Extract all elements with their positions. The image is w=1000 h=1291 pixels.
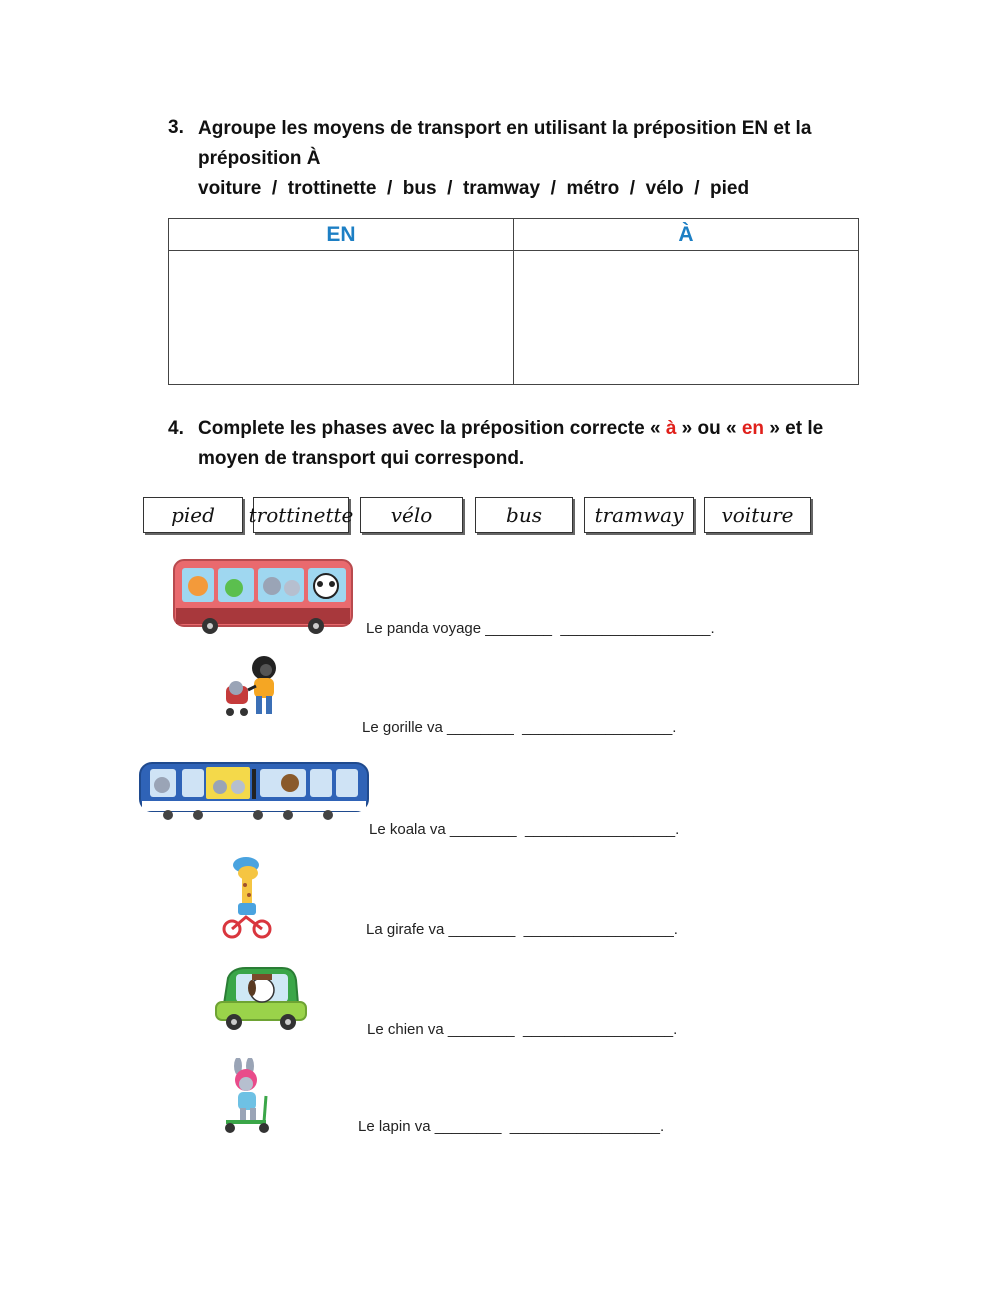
question-3-number: 3.	[168, 117, 184, 138]
word-card-velo[interactable]: vélo	[360, 497, 463, 533]
word-card-tramway[interactable]: tramway	[584, 497, 694, 533]
question-4-line2: moyen de transport qui correspond.	[198, 448, 525, 469]
answer-cell-en[interactable]	[169, 251, 514, 385]
q4-line1-part: » et le	[764, 418, 824, 439]
preposition-en: en	[741, 418, 765, 439]
word-card-voiture[interactable]: voiture	[704, 497, 811, 533]
sorting-table	[168, 218, 859, 385]
bus-illustration	[170, 556, 356, 636]
giraffe-bike-illustration	[218, 853, 274, 939]
q4-line1-part: » ou «	[676, 418, 742, 439]
question-3-word-list: voiture / trottinette / bus / tramway / métro / vélo / pied	[198, 178, 750, 199]
sentence-chien: Le chien va ________ __________________.	[367, 1021, 678, 1038]
sentence-lapin: Le lapin va ________ __________________.	[358, 1118, 665, 1135]
walking-gorilla-illustration	[220, 652, 282, 718]
dog-car-illustration	[212, 964, 308, 1034]
word-card-trottinette[interactable]: trottinette	[253, 497, 349, 533]
column-header-a: À	[514, 219, 859, 251]
question-3-line2: préposition À	[198, 148, 321, 169]
question-4-number: 4.	[168, 418, 184, 439]
preposition-a: à	[665, 418, 677, 439]
sentence-panda: Le panda voyage ________ __________________.	[366, 620, 715, 637]
rabbit-scooter-illustration	[216, 1058, 280, 1134]
word-card-bus[interactable]: bus	[475, 497, 573, 533]
question-3-line1: Agroupe les moyens de transport en utilisant la préposition EN et la	[198, 118, 812, 139]
column-header-en: EN	[169, 219, 514, 251]
sentence-gorille: Le gorille va ________ __________________.	[362, 719, 677, 736]
answer-cell-a[interactable]	[514, 251, 859, 385]
word-card-pied[interactable]: pied	[143, 497, 243, 533]
question-4-text	[198, 414, 823, 474]
sentence-girafe: La girafe va ________ __________________.	[366, 921, 678, 938]
question-4-line1	[198, 414, 823, 444]
q4-line1-part: Complete les phases avec la préposition correcte «	[198, 418, 666, 439]
tram-illustration	[138, 759, 370, 823]
question-3-text	[198, 114, 811, 204]
sentence-koala: Le koala va ________ __________________.	[369, 821, 680, 838]
